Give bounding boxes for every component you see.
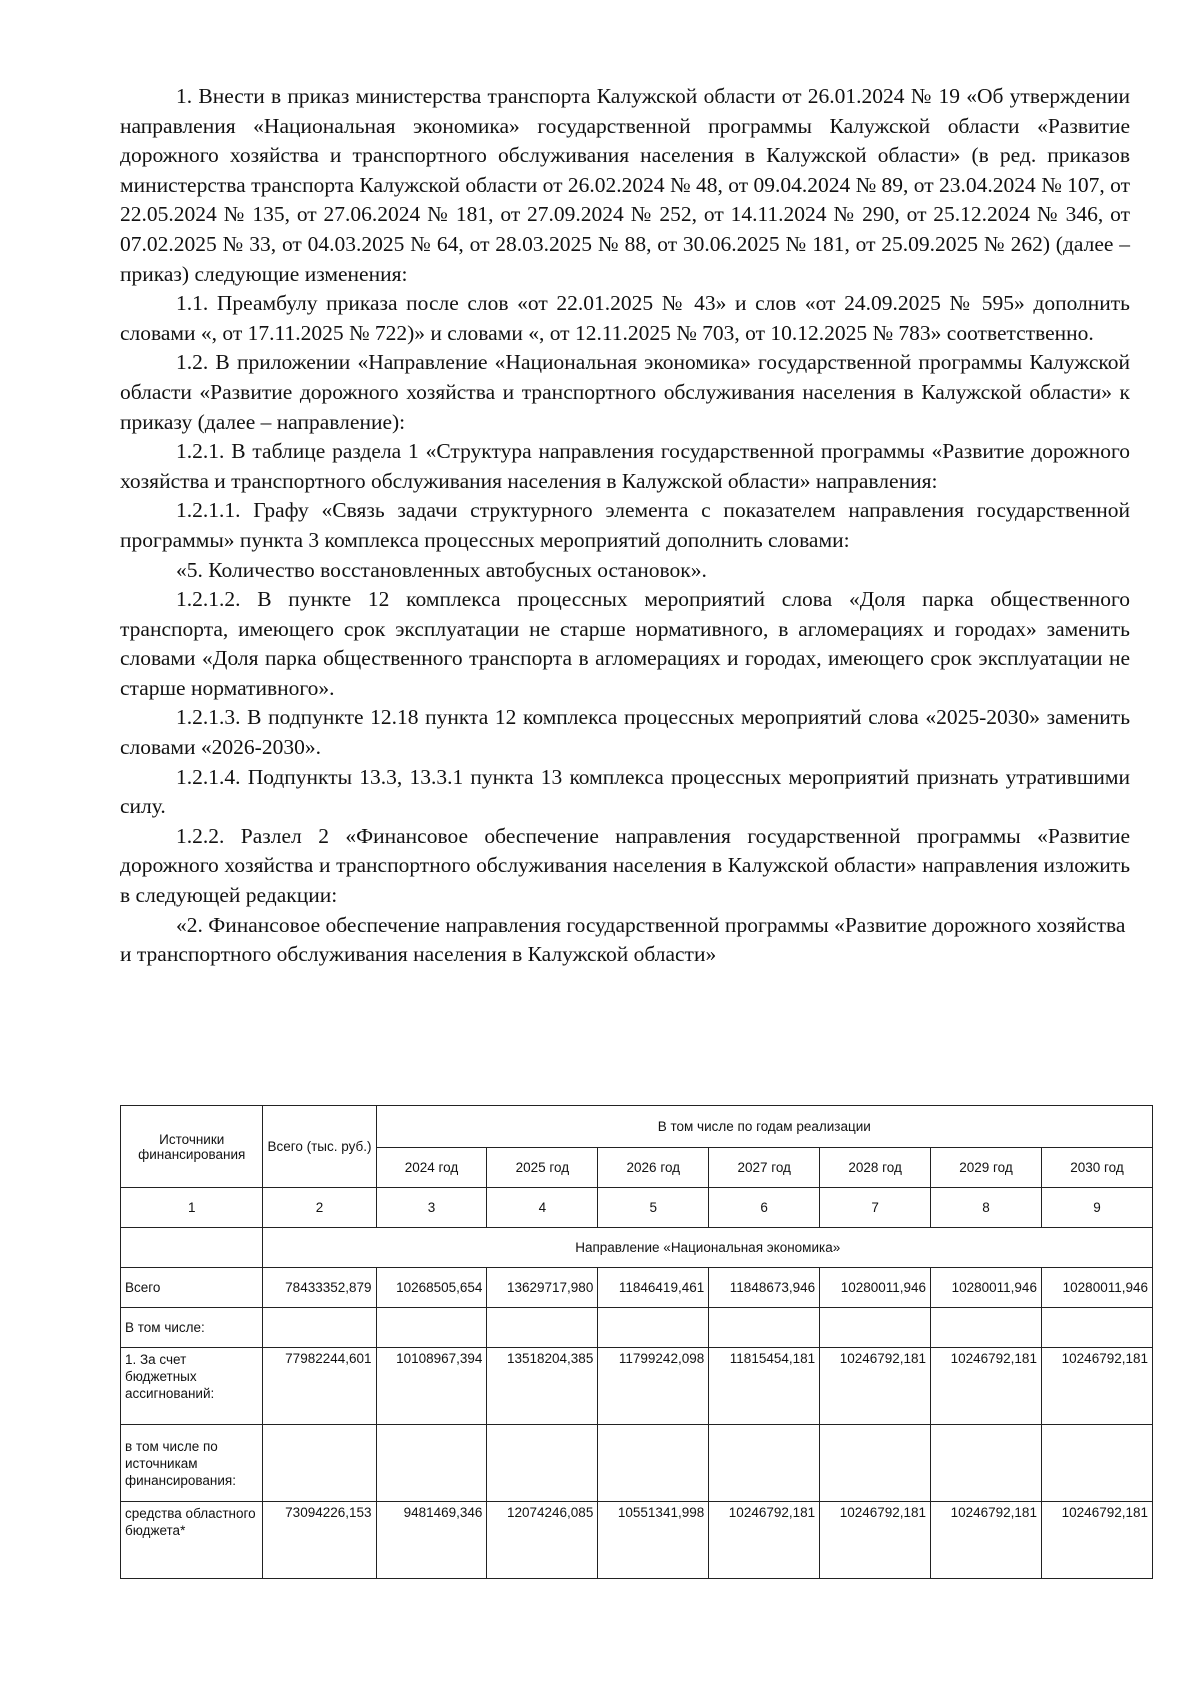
table-cell xyxy=(263,1425,376,1502)
header-year: 2028 год xyxy=(820,1148,931,1188)
column-number: 6 xyxy=(709,1188,820,1228)
column-number: 3 xyxy=(376,1188,487,1228)
paragraph: 1.2. В приложении «Направление «Национальная экономика» государственной программы Калужской области «Развитие дорожного хозяйства и транспортного обслуживания населения в Калужской области» к приказу (далее – направление): xyxy=(120,350,1130,434)
header-total: Всего (тыс. руб.) xyxy=(263,1106,376,1188)
column-number: 1 xyxy=(121,1188,263,1228)
financing-table xyxy=(120,1105,1153,1579)
table-cell: 10246792,181 xyxy=(820,1502,931,1579)
table-cell: 11848673,946 xyxy=(709,1268,820,1308)
row-label: 1. За счет бюджетных ассигнований: xyxy=(121,1348,263,1425)
table-cell xyxy=(376,1425,487,1502)
column-number: 5 xyxy=(598,1188,709,1228)
table-cell: 11815454,181 xyxy=(709,1348,820,1425)
row-label: Всего xyxy=(121,1268,263,1308)
table-cell xyxy=(1041,1425,1152,1502)
table-cell: 11846419,461 xyxy=(598,1268,709,1308)
paragraph: 1.2.1. В таблице раздела 1 «Структура направления государственной программы «Развитие дорожного хозяйства и транспортного обслуживания населения в Калужской области» направления: xyxy=(120,439,1130,493)
paragraph: 1.1. Преамбулу приказа после слов «от 22.01.2025 № 43» и слов «от 24.09.2025 № 595» дополнить словами «, от 17.11.2025 № 722)» и словами «, от 12.11.2025 № 703, от 10.12.2025 № 783» соответственно. xyxy=(120,291,1130,345)
table-cell xyxy=(598,1425,709,1502)
header-year: 2029 год xyxy=(931,1148,1042,1188)
column-number: 2 xyxy=(263,1188,376,1228)
table-cell: 12074246,085 xyxy=(487,1502,598,1579)
table-cell xyxy=(709,1308,820,1348)
table-cell: 10108967,394 xyxy=(376,1348,487,1425)
table-cell: 10246792,181 xyxy=(1041,1502,1152,1579)
table-cell xyxy=(598,1308,709,1348)
column-number: 8 xyxy=(931,1188,1042,1228)
paragraph: 1.2.1.2. В пункте 12 комплекса процессных мероприятий слова «Доля парка общественного транспорта, имеющего срок эксплуатации не старше нормативного, в агломерациях и городах» заменить словами «Доля парка общественного транспорта в агломерациях и городах, имеющего срок эксплуатации не старше нормативного». xyxy=(120,587,1130,700)
section-heading: «2. Финансовое обеспечение направления государственной программы «Развитие дорожного хозяйства и транспортного обслуживания населения в Калужской области» xyxy=(120,912,1126,967)
table-cell xyxy=(1041,1308,1152,1348)
table-cell xyxy=(931,1308,1042,1348)
column-number: 4 xyxy=(487,1188,598,1228)
table-cell: 10280011,946 xyxy=(931,1268,1042,1308)
row-label: средства областного бюджета* xyxy=(121,1502,263,1579)
table-cell xyxy=(820,1425,931,1502)
row-label: в том числе по источникам финансирования: xyxy=(121,1425,263,1502)
header-year: 2027 год xyxy=(709,1148,820,1188)
table-cell xyxy=(931,1425,1042,1502)
table-cell: 11799242,098 xyxy=(598,1348,709,1425)
header-year: 2025 год xyxy=(487,1148,598,1188)
table-cell: 10551341,998 xyxy=(598,1502,709,1579)
table-cell: 10246792,181 xyxy=(931,1502,1042,1579)
section-row: Направление «Национальная экономика» xyxy=(263,1228,1153,1268)
header-source: Источники финансирования xyxy=(121,1106,263,1188)
header-year: 2030 год xyxy=(1041,1148,1152,1188)
table-cell: 13629717,980 xyxy=(487,1268,598,1308)
table-cell xyxy=(820,1308,931,1348)
table-cell: 78433352,879 xyxy=(263,1268,376,1308)
table-cell xyxy=(263,1308,376,1348)
column-number: 7 xyxy=(820,1188,931,1228)
paragraph: 1. Внести в приказ министерства транспорта Калужской области от 26.01.2024 № 19 «Об утверждении направления «Национальная экономика» государственной программы Калужской области «Развитие дорожного хозяйства и транспортного обслуживания населения в Калужской области» (в ред. приказов министерства транспорта Калужской области от 26.02.2024 № 48, от 09.04.2024 № 89, от 23.04.2024 № 107, от 22.05.2024 № 135, от 27.06.2024 № 181, от 27.09.2024 № 252, от 14.11.2024 № 290, от 25.12.2024 № 346, от 07.02.2025 № 33, от 04.03.2025 № 64, от 28.03.2025 № 88, от 30.06.2025 № 181, от 25.09.2025 № 262) (далее – приказ) следующие изменения: xyxy=(120,84,1130,286)
empty-cell xyxy=(121,1228,263,1268)
table-cell: 10246792,181 xyxy=(820,1348,931,1425)
table-cell: 10246792,181 xyxy=(931,1348,1042,1425)
paragraph: 1.2.2. Разлел 2 «Финансовое обеспечение направления государственной программы «Развитие дорожного хозяйства и транспортного обслуживания населения в Калужской области» направления изложить в следующей редакции: xyxy=(120,823,1130,908)
table-cell: 10280011,946 xyxy=(1041,1268,1152,1308)
row-label: В том числе: xyxy=(121,1308,263,1348)
table-cell xyxy=(487,1308,598,1348)
table-cell: 9481469,346 xyxy=(376,1502,487,1579)
column-number: 9 xyxy=(1041,1188,1152,1228)
document-body xyxy=(120,82,1130,970)
header-year: 2026 год xyxy=(598,1148,709,1188)
table-cell xyxy=(709,1425,820,1502)
table-cell: 13518204,385 xyxy=(487,1348,598,1425)
table-cell xyxy=(487,1425,598,1502)
paragraph: «5. Количество восстановленных автобусных остановок». xyxy=(176,557,707,582)
table-cell: 10280011,946 xyxy=(820,1268,931,1308)
paragraph: 1.2.1.3. В подпункте 12.18 пункта 12 комплекса процессных мероприятий слова «2025-2030» заменить словами «2026-2030». xyxy=(120,705,1130,760)
header-year: 2024 год xyxy=(376,1148,487,1188)
table-cell: 73094226,153 xyxy=(263,1502,376,1579)
paragraph: 1.2.1.1. Графу «Связь задачи структурного элемента с показателем направления государственной программы» пункта 3 комплекса процессных мероприятий дополнить словами: xyxy=(120,498,1130,552)
table-cell: 10246792,181 xyxy=(1041,1348,1152,1425)
header-years-group: В том числе по годам реализации xyxy=(376,1106,1152,1148)
table-cell: 10268505,654 xyxy=(376,1268,487,1308)
paragraph: 1.2.1.4. Подпункты 13.3, 13.3.1 пункта 13 комплекса процессных мероприятий признать утратившими силу. xyxy=(120,764,1130,819)
table-cell xyxy=(376,1308,487,1348)
table-cell: 77982244,601 xyxy=(263,1348,376,1425)
table-cell: 10246792,181 xyxy=(709,1502,820,1579)
